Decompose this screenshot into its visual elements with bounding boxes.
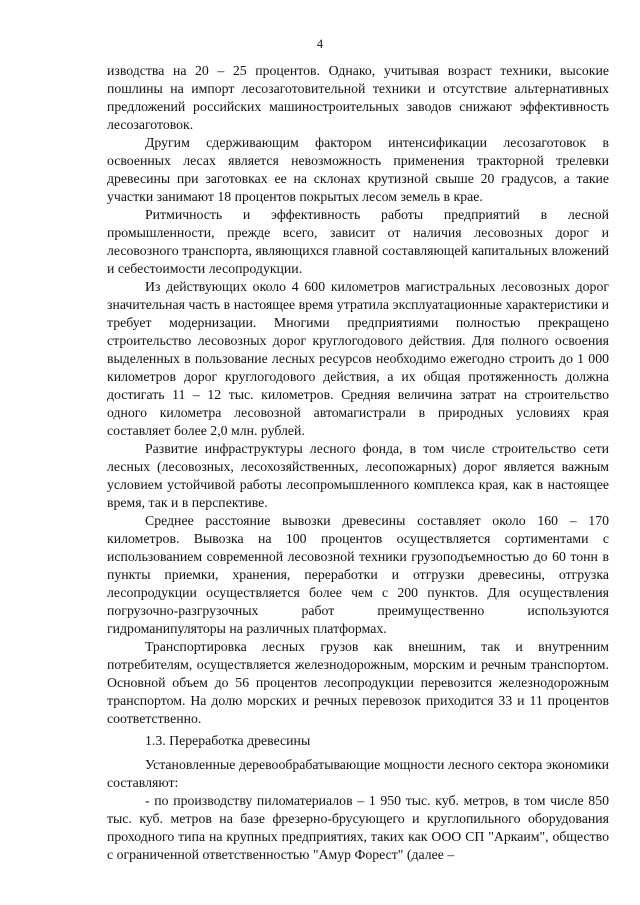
page-number: 4 bbox=[316, 37, 324, 51]
section-heading: 1.3. Переработка древесины bbox=[145, 733, 311, 748]
list-item-sawn-timber: - по производству пиломатериалов – 1 950 тыс. куб. метров, в том числе 850 тыс. куб. метров на базе фрезерно-брусующего и круглопильного оборудования проходного типа на крупных предприятиях, таких как ООО СП "Аркаим", общество с ограниченной ответственностью "Амур Форест" (далее – bbox=[107, 793, 609, 862]
paragraph-infrastructure: Развитие инфраструктуры лесного фонда, в том числе строительство сети лесных (лесовозных, лесохозяйственных, лесопожарных) дорог является важным условием устойчивой работы лесопромышленного комплекса края, как в настоящее время, так и в перспективе. bbox=[107, 441, 609, 510]
paragraph-continuation: изводства на 20 – 25 процентов. Однако, учитывая возраст техники, высокие пошлины на импорт лесозаготовительной техники и отсутствие альтернативных предложений российских машиностроительных заводов снижают эффективность лесозаготовок. bbox=[107, 63, 609, 132]
paragraph-road-network: Из действующих около 4 600 километров магистральных лесовозных дорог значительная часть в настоящее время утратила эксплуатационные характеристики и требует модернизации. Многими предприятиями полностью прекращено строительство лесовозных дорог круглогодового действия. Для полного освоения выделенных в пользование лесных ресурсов необходимо ежегодно строить до 1 000 километров дорог круглогодового действия, а их общая протяженность должна достигать 11 – 12 тыс. километров. Средняя величина затрат на строительство одного километра лесовозной автомагистрали в природных условиях края составляет более 2,0 млн. рублей. bbox=[107, 279, 609, 438]
paragraph-roads-rhythm: Ритмичность и эффективность работы предприятий в лесной промышленности, прежде всего, зависит от наличия лесовозных дорог и лесовозного транспорта, являющихся главной составляющей капитальных вложений и себестоимости лесопродукции. bbox=[107, 207, 609, 276]
paragraph-transportation: Транспортировка лесных грузов как внешним, так и внутренним потребителям, осуществляется железнодорожным, морским и речным транспортом. Основной объем до 56 процентов лесопродукции перевозится железнодорожным транспортом. На долю морских и речных перевозок приходится 33 и 11 процентов соответственно. bbox=[107, 639, 609, 726]
page-body bbox=[107, 62, 609, 864]
paragraph-skidding: Другим сдерживающим фактором интенсификации лесозаготовок в освоенных лесах является невозможность применения тракторной трелевки древесины при заготовках ее на склонах крутизной свыше 20 градусов, а такие участки занимают 18 процентов покрытых лесом земель в крае. bbox=[107, 135, 609, 204]
section-intro: Установленные деревообрабатывающие мощности лесного сектора экономики составляют: bbox=[107, 757, 609, 790]
paragraph-haul-distance: Среднее расстояние вывозки древесины составляет около 160 – 170 километров. Вывозка на 100 процентов осуществляется сортиментами с использованием современной лесовозной техники грузоподъемностью до 60 тонн в пункты приемки, хранения, переработки и отгрузки древесины, отгрузка лесопродукции осуществляется более чем с 200 пунктов. Для осуществления погрузочно-разгрузочных работ преимущественно используются гидроманипуляторы на различных платформах. bbox=[107, 513, 609, 636]
